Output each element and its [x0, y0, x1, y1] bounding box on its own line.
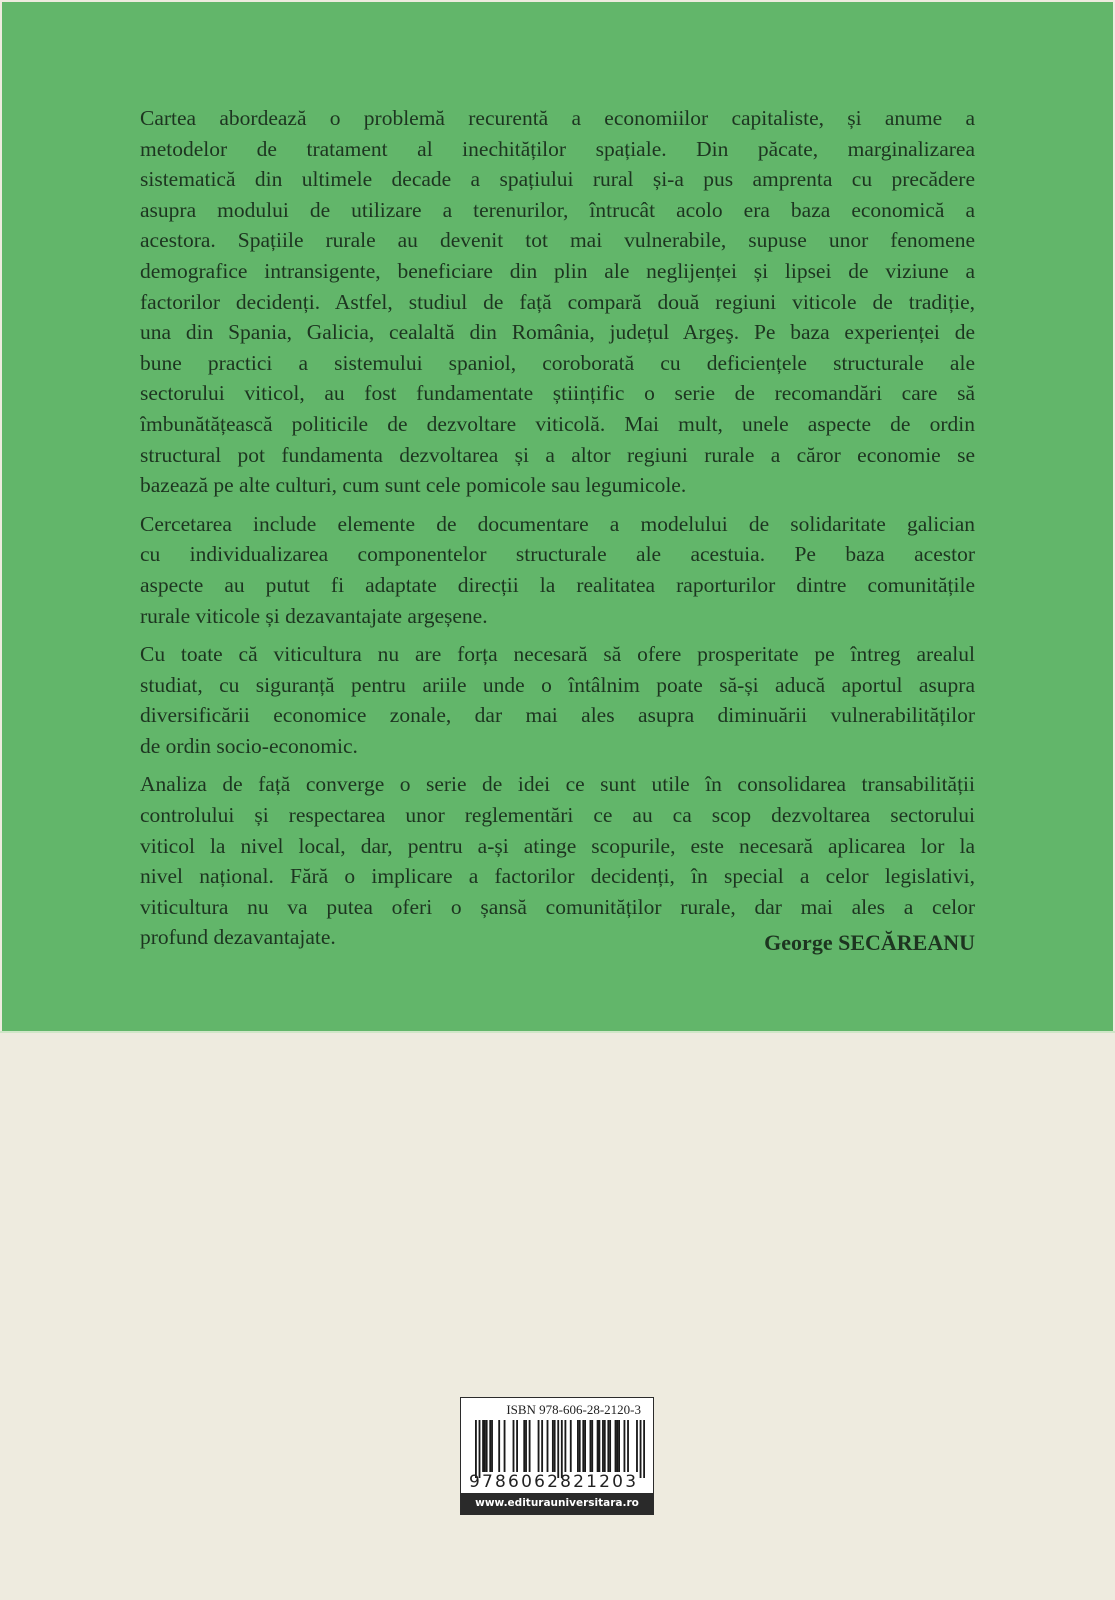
barcode-bar — [618, 1420, 620, 1472]
text-line: cu individualizarea componentelor structurale ale acestuia. Pe baza acestor — [140, 542, 975, 567]
barcode-bar — [525, 1420, 527, 1472]
text-line: metodelor de tratament al inechităților spațiale. Din păcate, marginalizarea — [140, 136, 975, 161]
panel-divider — [0, 1031, 1115, 1033]
barcode-bar — [640, 1420, 642, 1478]
barcode-bar — [557, 1420, 559, 1478]
barcode-bar — [591, 1420, 593, 1472]
barcode-bar — [564, 1420, 566, 1472]
text-line: acestora. Spațiile rurale au devenit tot mai vulnerabile, supuse unor fenomene — [140, 228, 975, 253]
text-line: demografice intransigente, beneficiare din plin ale neglijenței și lipsei de viziune a — [140, 258, 975, 283]
paragraph-1 — [140, 103, 975, 501]
text-line: Cartea abordează o problemă recurentă a economiilor capitaliste, și anume a — [140, 106, 975, 130]
text-line: studiat, cu siguranță pentru ariile unde o întâlnim poate să-și aducă aportul asupra — [140, 672, 975, 697]
barcode-bar — [616, 1420, 618, 1472]
barcode-bar — [523, 1420, 525, 1472]
author-signature: George SECĂREANU — [764, 930, 975, 955]
barcode-digits: 9786062821203 — [469, 1472, 639, 1492]
barcode-bar — [577, 1420, 579, 1472]
barcode-bar — [602, 1420, 604, 1472]
text-line: asupra modului de utilizare a terenurilor, întrucât acolo era baza economică a — [140, 197, 975, 222]
text-line: sectorului viticol, au fost fundamentate științific o serie de recomandări care să — [140, 381, 975, 406]
text-line: rurale viticole și dezavantajate argeșene. — [140, 603, 488, 628]
barcode-bar — [504, 1420, 506, 1472]
publisher-url: www.editurauniversitara.ro — [461, 1493, 653, 1514]
text-line: structural pot fundamenta dezvoltarea și a altor regiuni rurale a căror economie se — [140, 442, 975, 467]
barcode-bar — [529, 1420, 531, 1472]
text-line: viticol la nivel local, dar, pentru a-și atinge scopurile, este necesară aplicarea lor la — [140, 833, 975, 858]
text-line: profund dezavantajate. — [140, 925, 336, 950]
text-line: bune practici a sistemului spaniol, coroborată cu deficiențele structurale ale — [140, 350, 975, 375]
back-cover-blurb — [140, 103, 975, 961]
text-line: sistematică din ultimele decade a spațiului rural și-a pus amprenta cu precădere — [140, 167, 975, 192]
paragraph-4 — [140, 769, 975, 953]
barcode-bar — [541, 1420, 543, 1472]
barcode-bar — [582, 1420, 584, 1472]
barcode-bar — [570, 1420, 572, 1472]
barcode-bar — [615, 1420, 617, 1472]
paragraph-3 — [140, 639, 975, 761]
barcode-bar — [607, 1420, 609, 1472]
barcode-bar — [561, 1420, 563, 1478]
barcode-bars — [475, 1420, 645, 1478]
text-line: factorilor decidenți. Astfel, studiul de față compară două regiuni viticole de tradiție, — [140, 289, 975, 314]
text-line: nivel național. Fără o implicare a factorilor decidenți, în special a celor legislativi, — [140, 864, 975, 889]
barcode-bar — [491, 1420, 493, 1472]
barcode-bar — [484, 1420, 486, 1472]
barcode-bar — [516, 1420, 518, 1472]
barcode-bar — [479, 1420, 481, 1478]
barcode-bar — [627, 1420, 629, 1472]
text-line: una din Spania, Galicia, cealaltă din România, județul Argeş. Pe baza experienței de — [140, 320, 975, 345]
text-line: controlului și respectarea unor reglementări ce au ca scop dezvoltarea sectorului — [140, 803, 975, 828]
isbn-barcode — [460, 1397, 654, 1515]
isbn-label: ISBN 978-606-28-2120-3 — [506, 1402, 641, 1417]
text-line: îmbunătățească politicile de dezvoltare viticolă. Mai mult, unele aspecte de ordin — [140, 411, 975, 436]
barcode-bar — [598, 1420, 600, 1472]
barcode-bar — [482, 1420, 484, 1472]
barcode-bar — [597, 1420, 599, 1472]
barcode-bar — [579, 1420, 581, 1472]
barcode-bar — [584, 1420, 586, 1472]
barcode-bar — [486, 1420, 488, 1472]
barcode-bar — [624, 1420, 626, 1472]
barcode-bar — [590, 1420, 592, 1472]
text-line: diversificării economice zonale, dar mai ales asupra diminuării vulnerabilităților — [140, 703, 975, 728]
text-line: de ordin socio-economic. — [140, 733, 358, 758]
barcode-bar — [643, 1420, 645, 1478]
barcode-bar — [552, 1420, 554, 1472]
text-line: Cercetarea include elemente de documentare a modelului de solidaritate galician — [140, 511, 975, 536]
barcode-bar — [489, 1420, 491, 1472]
barcode-bar — [636, 1420, 638, 1472]
text-line: bazează pe alte culturi, cum sunt cele pomicole sau legumicole. — [140, 473, 687, 498]
text-line: Analiza de față converge o serie de idei ce sunt utile în consolidarea transabilității — [140, 772, 975, 797]
barcode-bar — [554, 1420, 556, 1472]
paragraph-2 — [140, 509, 975, 631]
text-line: aspecte au putut fi adaptate direcții la realitatea raporturilor dintre comunitățile — [140, 572, 975, 597]
barcode-bar — [513, 1420, 515, 1472]
barcode-bar — [475, 1420, 477, 1478]
text-line: Cu toate că viticultura nu are forța necesară să ofere prosperitate pe întreg arealul — [140, 642, 975, 667]
barcode-bar — [547, 1420, 549, 1472]
barcode-bar — [538, 1420, 540, 1472]
barcode-bar — [498, 1420, 500, 1472]
barcode-bar — [604, 1420, 606, 1472]
text-line: viticultura nu va putea oferi o șansă comunităților rurale, dar mai ales a celor — [140, 894, 975, 919]
barcode-bar — [609, 1420, 611, 1472]
